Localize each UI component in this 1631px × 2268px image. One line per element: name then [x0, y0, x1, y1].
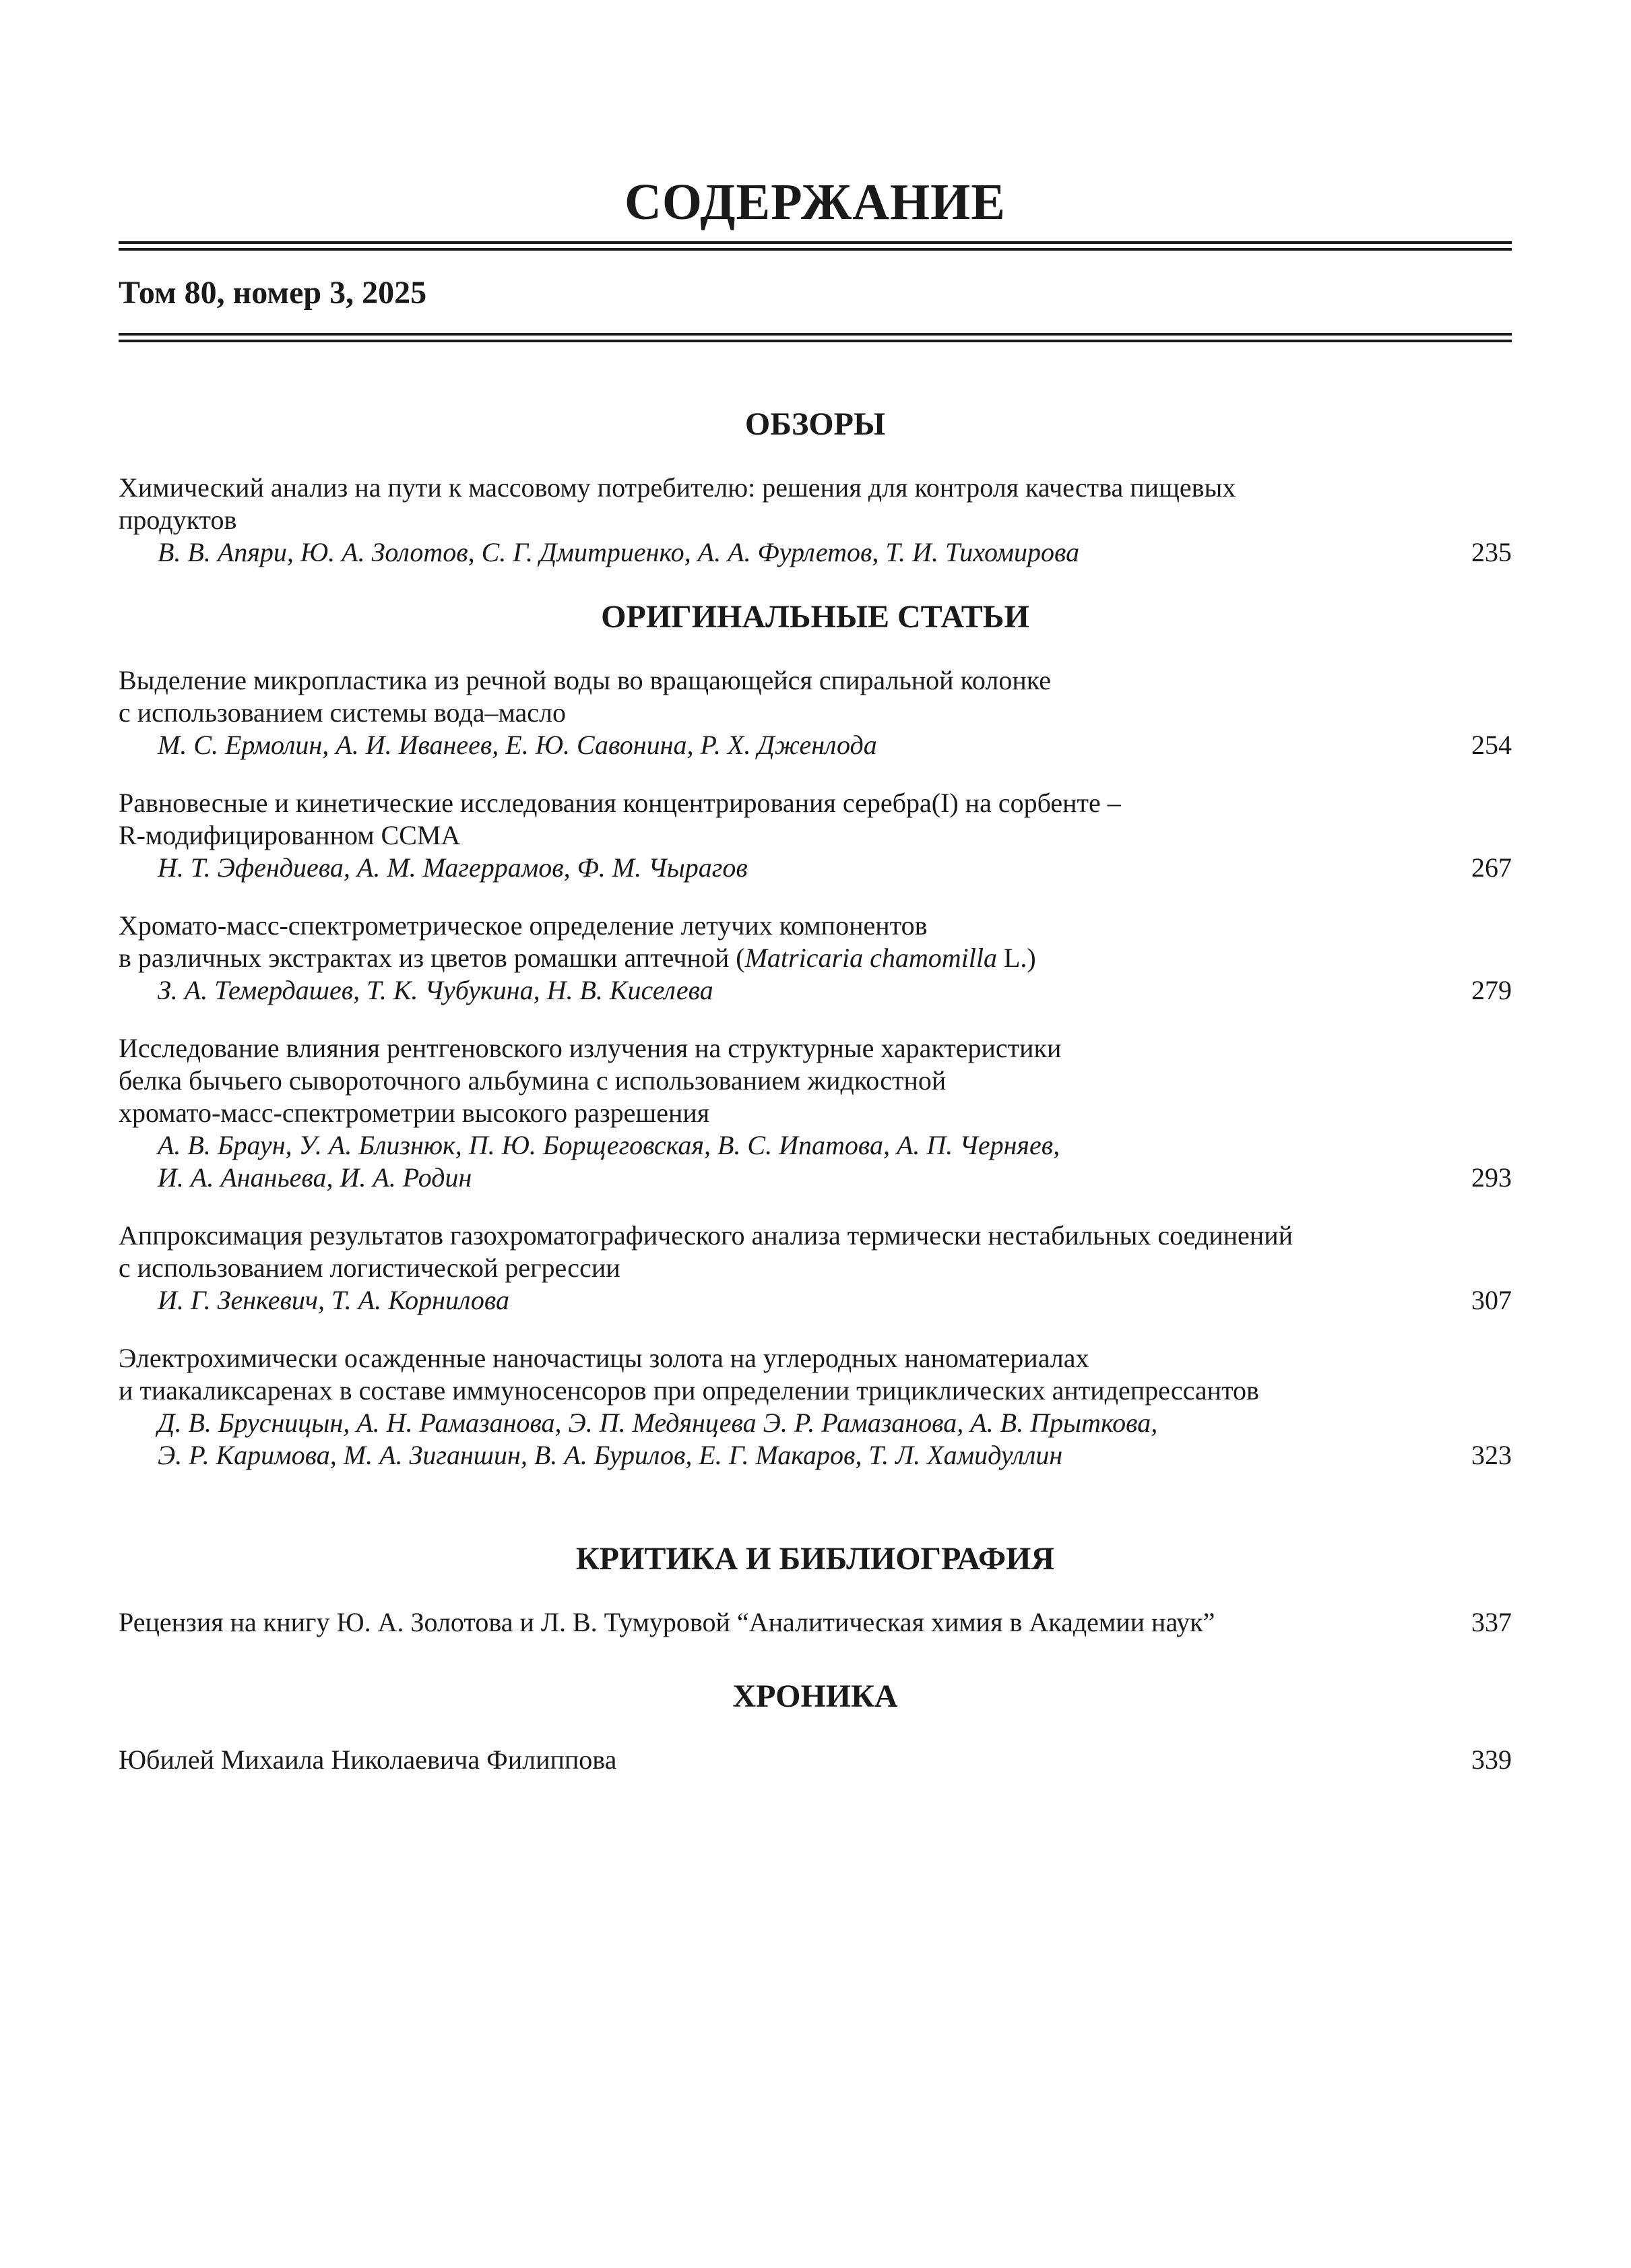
toc-entry[interactable]	[119, 1606, 1512, 1639]
toc-entry[interactable]	[119, 1342, 1512, 1472]
entry-author-line: З. А. Темердашев, Т. К. Чубукина, Н. В. Киселева	[158, 975, 713, 1005]
toc-entry[interactable]	[119, 1032, 1512, 1194]
header-rule-bottom	[119, 333, 1512, 342]
entry-title-line: Равновесные и кинетические исследования концентрирования серебра(I) на сорбенте –	[119, 788, 1121, 818]
issue-info: Том 80, номер 3, 2025	[119, 275, 427, 311]
toc-entry[interactable]	[119, 1744, 1512, 1776]
entry-title	[119, 664, 1512, 729]
entry-title-line: Выделение микропластика из речной воды во вращающейся спиральной колонке	[119, 665, 1051, 695]
section-original-articles	[119, 597, 1512, 1472]
entry-authors	[119, 536, 1512, 569]
entry-title	[119, 1606, 1512, 1639]
entry-title-line: Аппроксимация результатов газохроматографического анализа термически нестабильных соединений	[119, 1220, 1293, 1251]
entry-page-number: 235	[1471, 537, 1512, 567]
entry-title	[119, 1744, 1512, 1776]
section-critique-bibliography	[119, 1539, 1512, 1639]
entry-title-line: хромато-масс-спектрометрии высокого разрешения	[119, 1098, 710, 1128]
entry-title-line: белка бычьего сывороточного альбумина с использованием жидкостной	[119, 1065, 947, 1096]
entry-author-line: Э. Р. Каримова, М. А. Зиганшин, В. А. Бурилов, Е. Г. Макаров, Т. Л. Хамидуллин	[158, 1440, 1063, 1470]
entry-title-line: Рецензия на книгу Ю. А. Золотова и Л. В. Тумуровой “Аналитическая химия в Академии наук”	[119, 1607, 1215, 1637]
toc-entry[interactable]	[119, 472, 1512, 569]
section-chronicle	[119, 1676, 1512, 1776]
entry-page-number: 254	[1471, 730, 1512, 760]
page-title: СОДЕРЖАНИЕ	[625, 174, 1006, 230]
entry-page-number: 337	[1471, 1607, 1512, 1637]
entry-page-number: 293	[1471, 1162, 1512, 1193]
entry-title-line: Электрохимически осажденные наночастицы золота на углеродных наноматериалах	[119, 1343, 1089, 1373]
entry-authors	[119, 974, 1512, 1007]
entry-title-line: Юбилей Михаила Николаевича Филиппова	[119, 1744, 617, 1775]
entry-authors	[119, 852, 1512, 884]
entry-page-number: 267	[1471, 852, 1512, 883]
toc-entry[interactable]	[119, 664, 1512, 761]
entry-page-number: 339	[1471, 1744, 1512, 1775]
toc-entry[interactable]	[119, 910, 1512, 1007]
entry-authors	[119, 729, 1512, 761]
entry-title	[119, 910, 1512, 974]
entry-title-line: и тиакаликсаренах в составе иммуносенсоров при определении трициклических антидепрессантов	[119, 1375, 1259, 1406]
entry-title	[119, 1032, 1512, 1129]
toc-entry[interactable]	[119, 787, 1512, 884]
header-rule-top	[119, 241, 1512, 251]
toc-content	[119, 404, 1512, 1802]
section-heading: ОБЗОРЫ	[744, 406, 886, 442]
entry-title-line: Исследование влияния рентгеновского излучения на структурные характеристики	[119, 1033, 1062, 1063]
toc-entry[interactable]	[119, 1220, 1512, 1317]
entry-author-line: В. В. Апяри, Ю. А. Золотов, С. Г. Дмитриенко, А. А. Фурлетов, Т. И. Тихомирова	[158, 537, 1080, 567]
entry-title-line: с использованием системы вода–масло	[119, 697, 566, 728]
entry-page-number: 323	[1471, 1440, 1512, 1470]
entry-author-line: А. В. Браун, У. А. Близнюк, П. Ю. Борщеговская, В. С. Ипатова, А. П. Черняев,	[158, 1130, 1060, 1160]
entry-author-line: И. А. Ананьева, И. А. Родин	[158, 1162, 472, 1193]
entry-title-line: Химический анализ на пути к массовому потребителю: решения для контроля качества пищевых	[119, 472, 1236, 503]
entry-title-line: в различных экстрактах из цветов ромашки аптечной (Matricaria chamomilla L.)	[119, 943, 1036, 973]
section-heading: КРИТИКА И БИБЛИОГРАФИЯ	[575, 1541, 1055, 1577]
section-reviews	[119, 404, 1512, 569]
entry-title	[119, 787, 1512, 852]
entry-author-line: М. С. Ермолин, А. И. Иванеев, Е. Ю. Савонина, Р. Х. Дженлода	[158, 730, 877, 760]
entry-authors	[119, 1129, 1512, 1194]
entry-authors	[119, 1284, 1512, 1317]
entry-title	[119, 472, 1512, 536]
entry-page-number: 279	[1471, 975, 1512, 1005]
entry-page-number: 307	[1471, 1285, 1512, 1315]
entry-title-line: Хромато-масс-спектрометрическое определение летучих компонентов	[119, 910, 928, 941]
section-heading: ХРОНИКА	[732, 1678, 898, 1714]
entry-author-line: И. Г. Зенкевич, Т. А. Корнилова	[158, 1285, 510, 1315]
entry-title-line: продуктов	[119, 505, 237, 535]
entry-author-line: Д. В. Брусницын, А. Н. Рамазанова, Э. П. Медянцева Э. Р. Рамазанова, А. В. Прыткова,	[158, 1408, 1158, 1438]
section-heading: ОРИГИНАЛЬНЫЕ СТАТЬИ	[601, 599, 1029, 635]
entry-author-line: Н. Т. Эфендиева, А. М. Магеррамов, Ф. М. Чырагов	[158, 852, 748, 883]
entry-title	[119, 1220, 1512, 1284]
entry-title-line: с использованием логистической регрессии	[119, 1253, 620, 1283]
entry-title-line: R-модифицированном ССМА	[119, 820, 461, 850]
entry-title	[119, 1342, 1512, 1407]
entry-authors	[119, 1407, 1512, 1472]
